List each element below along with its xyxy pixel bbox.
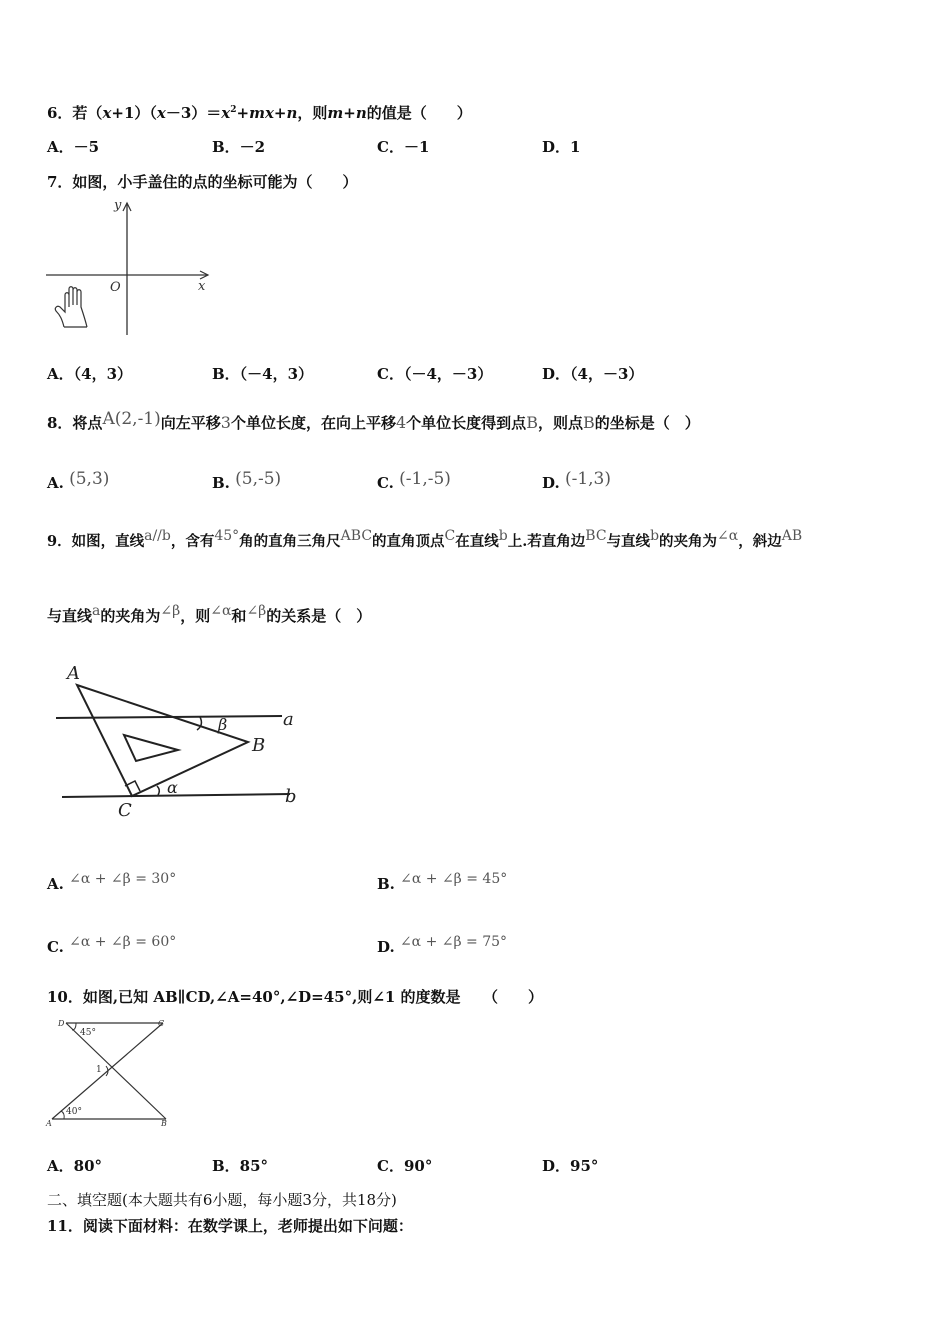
q8-option-b[interactable]: B. (5,-5) <box>212 469 282 492</box>
q9-option-a[interactable]: A. ∠α + ∠β = 30° <box>47 871 177 893</box>
svg-text:C: C <box>158 1019 165 1028</box>
svg-text:A: A <box>46 1119 52 1128</box>
svg-text:C: C <box>118 800 132 821</box>
q6-option-a[interactable]: A．－5 <box>47 138 100 156</box>
point-a-math: A(2,-1) <box>102 409 161 429</box>
q10-stem: 10．如图,已知 AB∥CD,∠A=40°,∠D=45°,则∠1 的度数是 （ ） <box>47 988 544 1006</box>
q9-stem-line1: 9．如图，直线a//b，含有45°角的直角三角尺ABC的直角顶点C在直线b上.若直角边BC与直线b的夹角为∠α，斜边AB <box>47 528 803 550</box>
q8-option-a[interactable]: A. (5,3) <box>47 469 110 492</box>
q9-option-b[interactable]: B. ∠α + ∠β = 45° <box>377 871 508 893</box>
q6-option-c[interactable]: C．－1 <box>377 138 430 156</box>
svg-text:45°: 45° <box>80 1028 96 1038</box>
triangle-abc <box>77 685 248 796</box>
q11-stem: 11．阅读下面材料：在数学课上，老师提出如下问题： <box>47 1217 413 1235</box>
q7-option-d[interactable]: D．（4，－3） <box>542 365 644 383</box>
section-2-title: 二、填空题(本大题共有6小题，每小题3分，共18分) <box>47 1191 397 1209</box>
q7-stem: 7．如图，小手盖住的点的坐标可能为（ ） <box>47 173 358 191</box>
q9-triangle-figure <box>50 655 310 825</box>
q9-option-d[interactable]: D. ∠α + ∠β = 75° <box>377 934 508 956</box>
svg-text:a: a <box>283 709 294 730</box>
svg-text:1: 1 <box>96 1065 102 1075</box>
svg-text:B: B <box>252 735 266 756</box>
q6-stem: 6．若$(x+1)(x-3)=x^2+mx+n$，则m+n的值是（ ） <box>47 104 472 122</box>
hand-icon <box>55 287 87 327</box>
q6-option-b[interactable]: B．－2 <box>212 138 266 156</box>
q8-option-c[interactable]: C. (-1,-5) <box>377 469 451 492</box>
q7-option-b[interactable]: B．（－4，3） <box>212 365 314 383</box>
svg-text:β: β <box>218 715 228 734</box>
q10-option-c[interactable]: C．90° <box>377 1157 433 1175</box>
q8-option-d[interactable]: D. (-1,3) <box>542 469 611 492</box>
inner-triangle <box>124 735 178 761</box>
q6-option-d[interactable]: D．1 <box>542 138 581 156</box>
origin-label: O <box>110 280 121 295</box>
q7-coordinate-figure <box>40 195 220 345</box>
x-axis-label: x <box>198 279 206 294</box>
q10-parallel-figure <box>46 1016 181 1131</box>
q9-stem-line2: 与直线a的夹角为∠β，则∠α和∠β的关系是（ ） <box>47 603 372 625</box>
q10-option-b[interactable]: B．85° <box>212 1157 269 1175</box>
q10-option-a[interactable]: A．80° <box>47 1157 103 1175</box>
svg-text:A: A <box>67 663 80 684</box>
svg-text:40°: 40° <box>66 1107 82 1117</box>
svg-text:B: B <box>161 1119 167 1128</box>
svg-text:D: D <box>58 1019 65 1028</box>
y-axis-label: y <box>114 198 122 213</box>
svg-text:α: α <box>167 778 178 797</box>
q7-option-a[interactable]: A．（4，3） <box>47 365 133 383</box>
q7-option-c[interactable]: C．（－4，－3） <box>377 365 493 383</box>
q9-option-c[interactable]: C. ∠α + ∠β = 60° <box>47 934 177 956</box>
q10-option-d[interactable]: D．95° <box>542 1157 599 1175</box>
svg-text:b: b <box>285 786 297 807</box>
q8-stem: 8．将点A(2,-1)向左平移3个单位长度，在向上平移4个单位长度得到点B，则点B的坐标是（ ） <box>47 409 700 432</box>
